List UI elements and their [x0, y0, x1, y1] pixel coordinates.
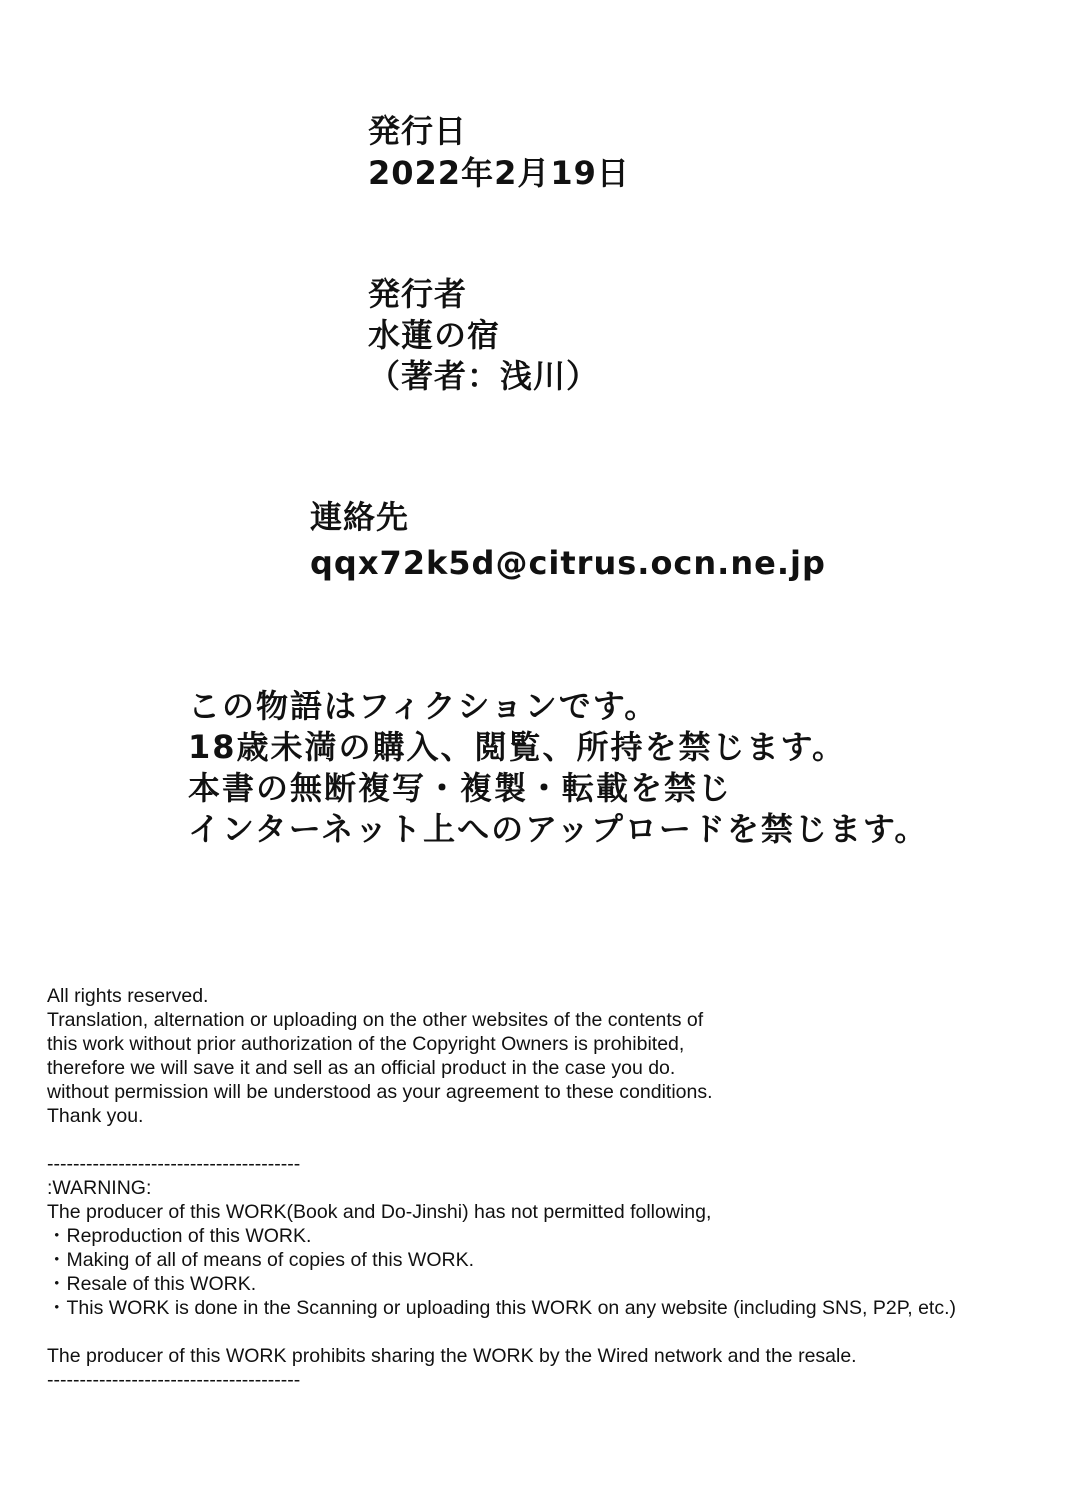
rights-line: therefore we will save it and sell as an official product in the case you do.	[47, 1057, 676, 1079]
publisher-name: 水蓮の宿	[368, 316, 501, 354]
divider-bottom: ---------------------------------------	[47, 1369, 301, 1391]
rights-line: Translation, alternation or uploading on the other websites of the contents of	[47, 1009, 704, 1031]
publisher-section	[368, 274, 599, 397]
notice-section	[188, 686, 928, 850]
divider-top: ---------------------------------------	[47, 1153, 301, 1175]
notice-line-no-copy: 本書の無断複写・複製・転載を禁じ	[188, 769, 733, 807]
contact-label: 連絡先	[310, 498, 410, 536]
issue-date-label: 発行日	[368, 112, 468, 150]
contact-section	[310, 494, 826, 586]
notice-line-no-upload: インターネット上へのアップロードを禁じます。	[188, 810, 929, 848]
spacer	[47, 1320, 956, 1344]
closing-statement: The producer of this WORK prohibits sharing the WORK by the Wired network and the resale.	[47, 1345, 857, 1367]
warning-line: ・Making of all of means of copies of this WORK.	[47, 1249, 475, 1271]
warning-line: ・Reproduction of this WORK.	[47, 1225, 312, 1247]
notice-line-age-restriction: 18歳未満の購入、閲覧、所持を禁じます。	[188, 728, 846, 766]
rights-line: All rights reserved.	[47, 985, 209, 1007]
rights-line: without permission will be understood as your agreement to these conditions.	[47, 1081, 713, 1103]
publisher-author: （著者：浅川）	[368, 357, 600, 395]
rights-line: this work without prior authorization of the Copyright Owners is prohibited,	[47, 1033, 685, 1055]
issue-date-section	[368, 110, 630, 194]
warning-line: ・This WORK is done in the Scanning or uploading this WORK on any website (including SNS, P2P, etc.)	[47, 1297, 956, 1319]
contact-email: qqx72k5d@citrus.ocn.ne.jp	[310, 544, 826, 582]
warning-line: ・Resale of this WORK.	[47, 1273, 257, 1295]
issue-date-value: 2022年2月19日	[368, 154, 630, 192]
warning-line: The producer of this WORK(Book and Do-Jinshi) has not permitted following,	[47, 1201, 712, 1223]
legal-notice-section	[47, 984, 956, 1392]
notice-line-fiction: この物語はフィクションです。	[188, 687, 659, 725]
rights-line: Thank you.	[47, 1105, 144, 1127]
spacer	[47, 1128, 956, 1152]
warning-heading: :WARNING:	[47, 1177, 152, 1199]
publisher-label: 発行者	[368, 275, 468, 313]
